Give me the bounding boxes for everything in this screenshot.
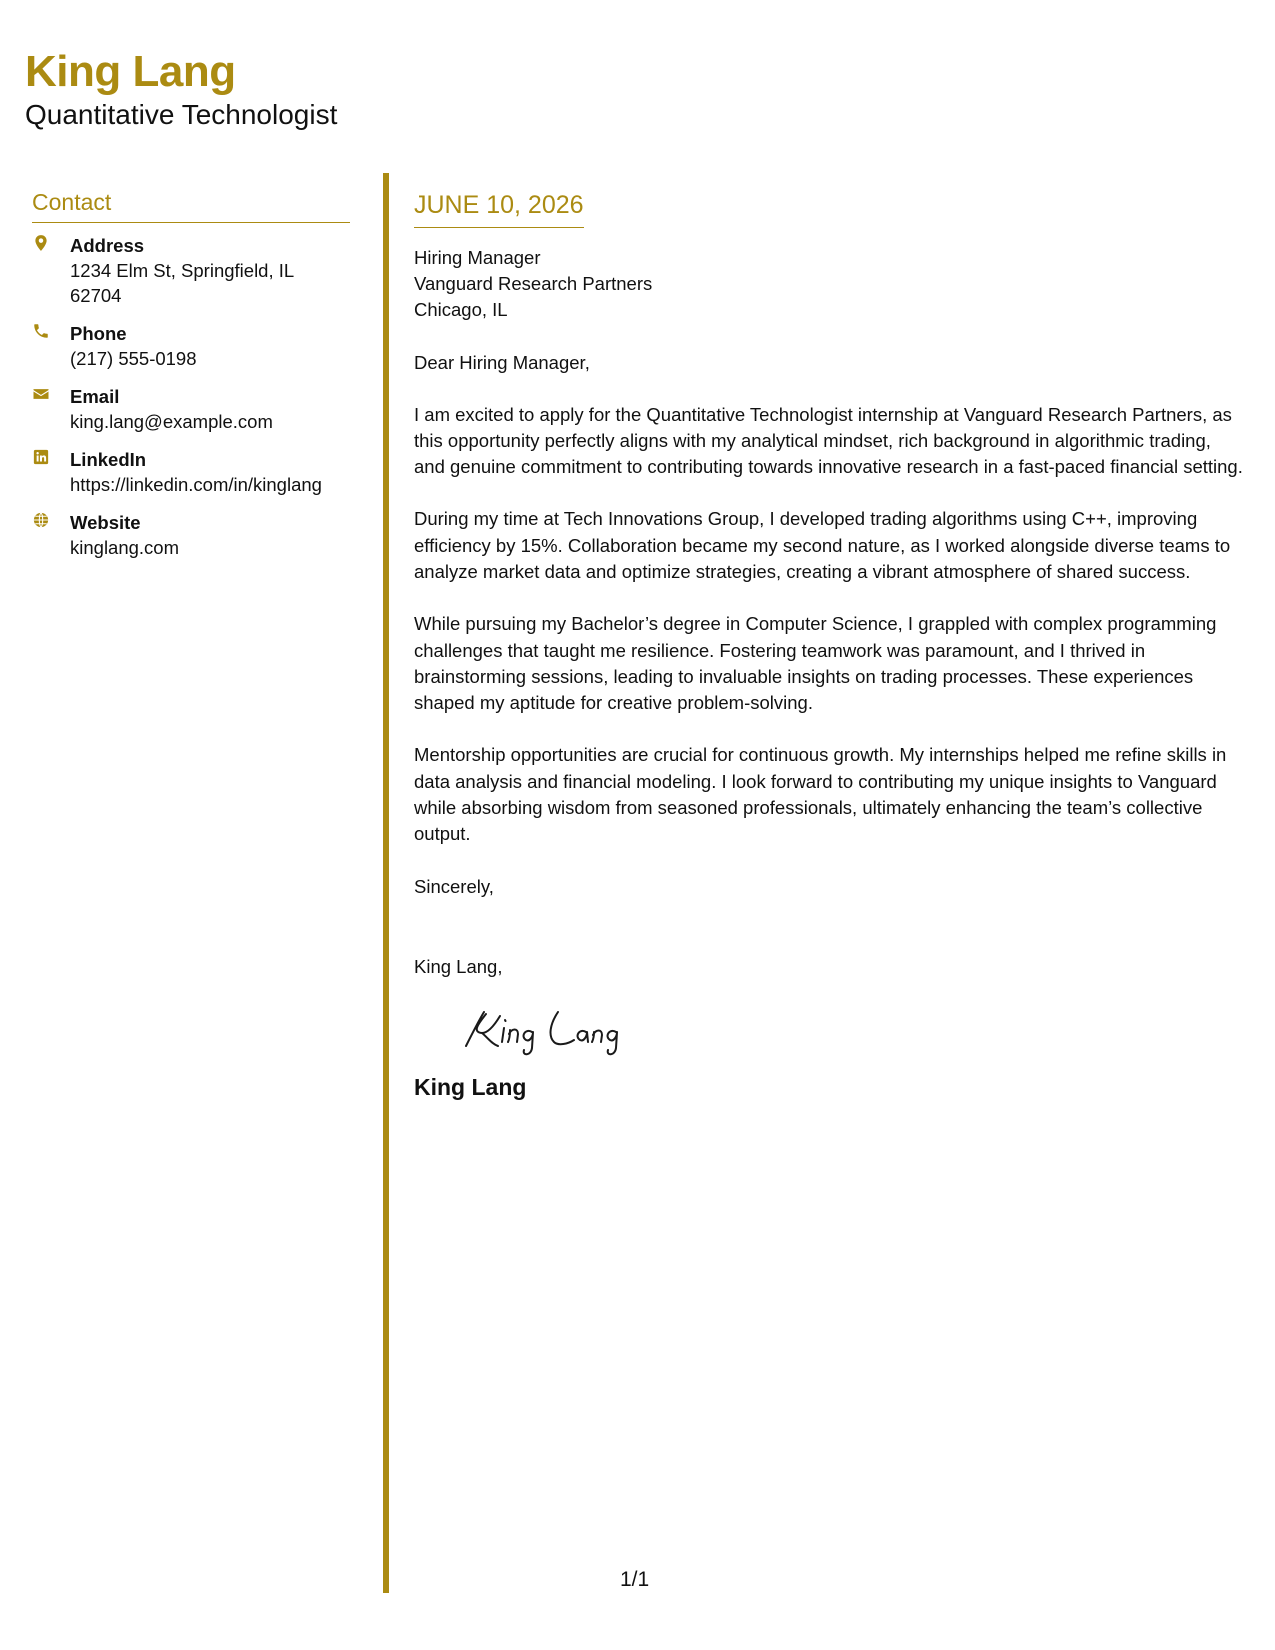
contact-heading: Contact xyxy=(32,188,350,223)
contact-label: Email xyxy=(70,385,120,407)
contact-text-email xyxy=(70,384,273,434)
recipient-block xyxy=(414,245,1246,323)
contact-value: https://linkedin.com/in/kinglang xyxy=(70,473,322,495)
contact-label: Address xyxy=(70,234,145,256)
contact-label: Website xyxy=(70,511,141,533)
salutation: Dear Hiring Manager, xyxy=(414,351,590,373)
closing: Sincerely, xyxy=(414,875,494,897)
contact-text-website xyxy=(70,510,179,560)
handwritten-signature xyxy=(458,1002,638,1060)
contact-value: (217) 555-0198 xyxy=(70,347,197,369)
signer-name: King Lang xyxy=(414,1073,527,1100)
contact-label: LinkedIn xyxy=(70,448,147,470)
contact-item-address xyxy=(32,233,350,308)
map-pin-icon xyxy=(32,233,70,252)
letter-paragraph: Mentorship opportunities are crucial for continuous growth. My internships helped me refine skills in data analysis and financial modeling. I look forward to contributing my unique insights to Vanguard while absorbing wisdom from seasoned professionals, ultimately enhancing the team’s collective output. xyxy=(414,744,1227,845)
linkedin-icon xyxy=(32,447,70,466)
contact-text-linkedin xyxy=(70,447,322,497)
vertical-divider xyxy=(383,173,389,1593)
contact-item-website xyxy=(32,510,350,560)
contact-item-email xyxy=(32,384,350,434)
contact-text-address xyxy=(70,233,350,308)
contact-item-phone xyxy=(32,321,350,371)
contact-label: Phone xyxy=(70,322,127,344)
recipient-line: Vanguard Research Partners xyxy=(414,272,653,294)
letter-paragraph: While pursuing my Bachelor’s degree in Computer Science, I grappled with complex programming challenges that taught me resilience. Fostering teamwork was paramount, and I thrived in brainstorming sessions, leading to invaluable insights on trading processes. These experiences shaped my aptitude for creative problem-solving. xyxy=(414,613,1217,714)
contact-text-phone xyxy=(70,321,197,371)
contact-value: kinglang.com xyxy=(70,536,180,558)
letter-paragraph: During my time at Tech Innovations Group, I developed trading algorithms using C++, improving efficiency by 15%. Collaboration became my second nature, as I worked alongside diverse teams to analyze market data and optimize strategies, creating a vibrant atmosphere of shared success. xyxy=(414,508,1231,582)
applicant-name: King Lang xyxy=(25,47,236,96)
signer-line: King Lang, xyxy=(414,955,503,977)
contact-sidebar xyxy=(32,188,350,573)
letter-date: JUNE 10, 2026 xyxy=(414,189,584,228)
page-number: 1/1 xyxy=(620,1568,650,1591)
recipient-line: Chicago, IL xyxy=(414,298,508,320)
contact-value: 1234 Elm St, Springfield, IL 62704 xyxy=(70,259,294,306)
applicant-title: Quantitative Technologist xyxy=(25,99,338,130)
letter-body xyxy=(414,189,1246,1101)
envelope-icon xyxy=(32,384,70,403)
recipient-line: Hiring Manager xyxy=(414,246,541,268)
contact-item-linkedin xyxy=(32,447,350,497)
phone-icon xyxy=(32,321,70,340)
letter-paragraph: I am excited to apply for the Quantitative Technologist internship at Vanguard Research Partners, as this opportunity perfectly aligns with my analytical mindset, rich background in algorithmic trading, and genuine commitment to contributing towards innovative research in a fast-paced financial setting. xyxy=(414,403,1243,478)
contact-value: king.lang@example.com xyxy=(70,410,273,432)
globe-icon xyxy=(32,510,70,529)
contact-list xyxy=(32,233,350,560)
